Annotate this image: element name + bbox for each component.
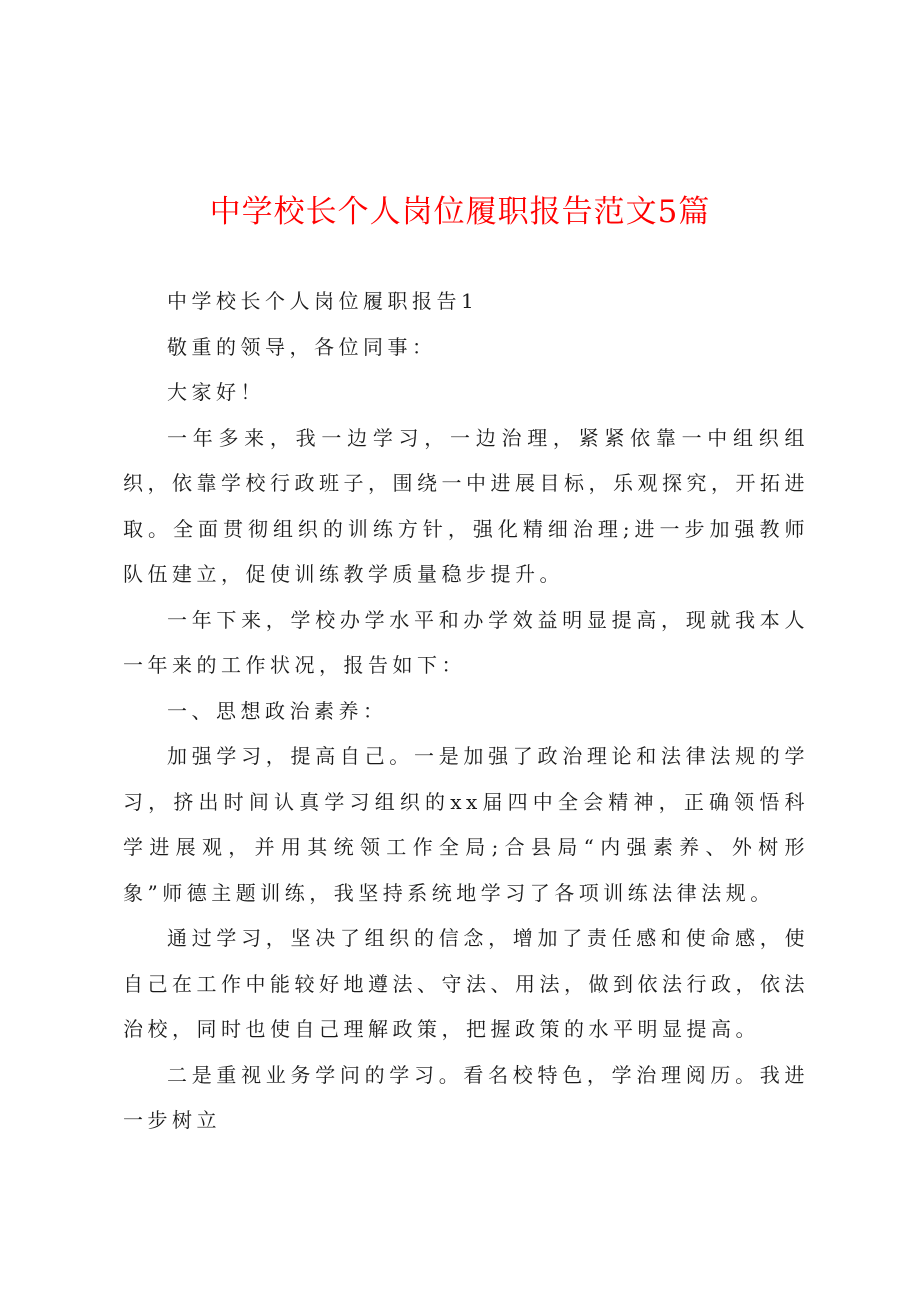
paragraph-summary: 一年下来，学校办学水平和办学效益明显提高，现就我本人一年来的工作状况，报告如下： [123, 607, 809, 677]
paragraph-study-result: 通过学习，坚决了组织的信念，增加了责任感和使命感，使自己在工作中能较好地遵法、守法、用法，做到依法行政，依法治校，同时也使自己理解政策，把握政策的水平明显提高。 [123, 926, 809, 1041]
paragraph-intro: 一年多来，我一边学习，一边治理，紧紧依靠一中组织组织，依靠学校行政班子，围绕一中进展目标，乐观探究，开拓进取。全面贯彻组织的训练方针，强化精细治理;进一步加强教师队伍建立，促使训练教学质量稳步提升。 [123, 425, 809, 586]
document-body [123, 279, 809, 1144]
paragraph-greeting: 大家好！ [167, 380, 265, 404]
document-title: 中学校长个人岗位履职报告范文5篇 [209, 194, 711, 230]
paragraph-business-study: 二是重视业务学问的学习。看名校特色，学治理阅历。我进一步树立 [123, 1062, 809, 1132]
paragraph-study: 加强学习，提高自己。一是加强了政治理论和法律法规的学习，挤出时间认真学习组织的xx届四中全会精神，正确领悟科学进展观，并用其统领工作全局;合县局“内强素养、外树形象”师德主题训练，我坚持系统地学习了各项训练法律法规。 [123, 744, 809, 905]
paragraph-report-heading: 中学校长个人岗位履职报告1 [167, 289, 479, 313]
paragraph-section-heading-1: 一、思想政治素养： [167, 698, 388, 723]
paragraph-salutation: 敬重的领导，各位同事： [167, 334, 437, 359]
